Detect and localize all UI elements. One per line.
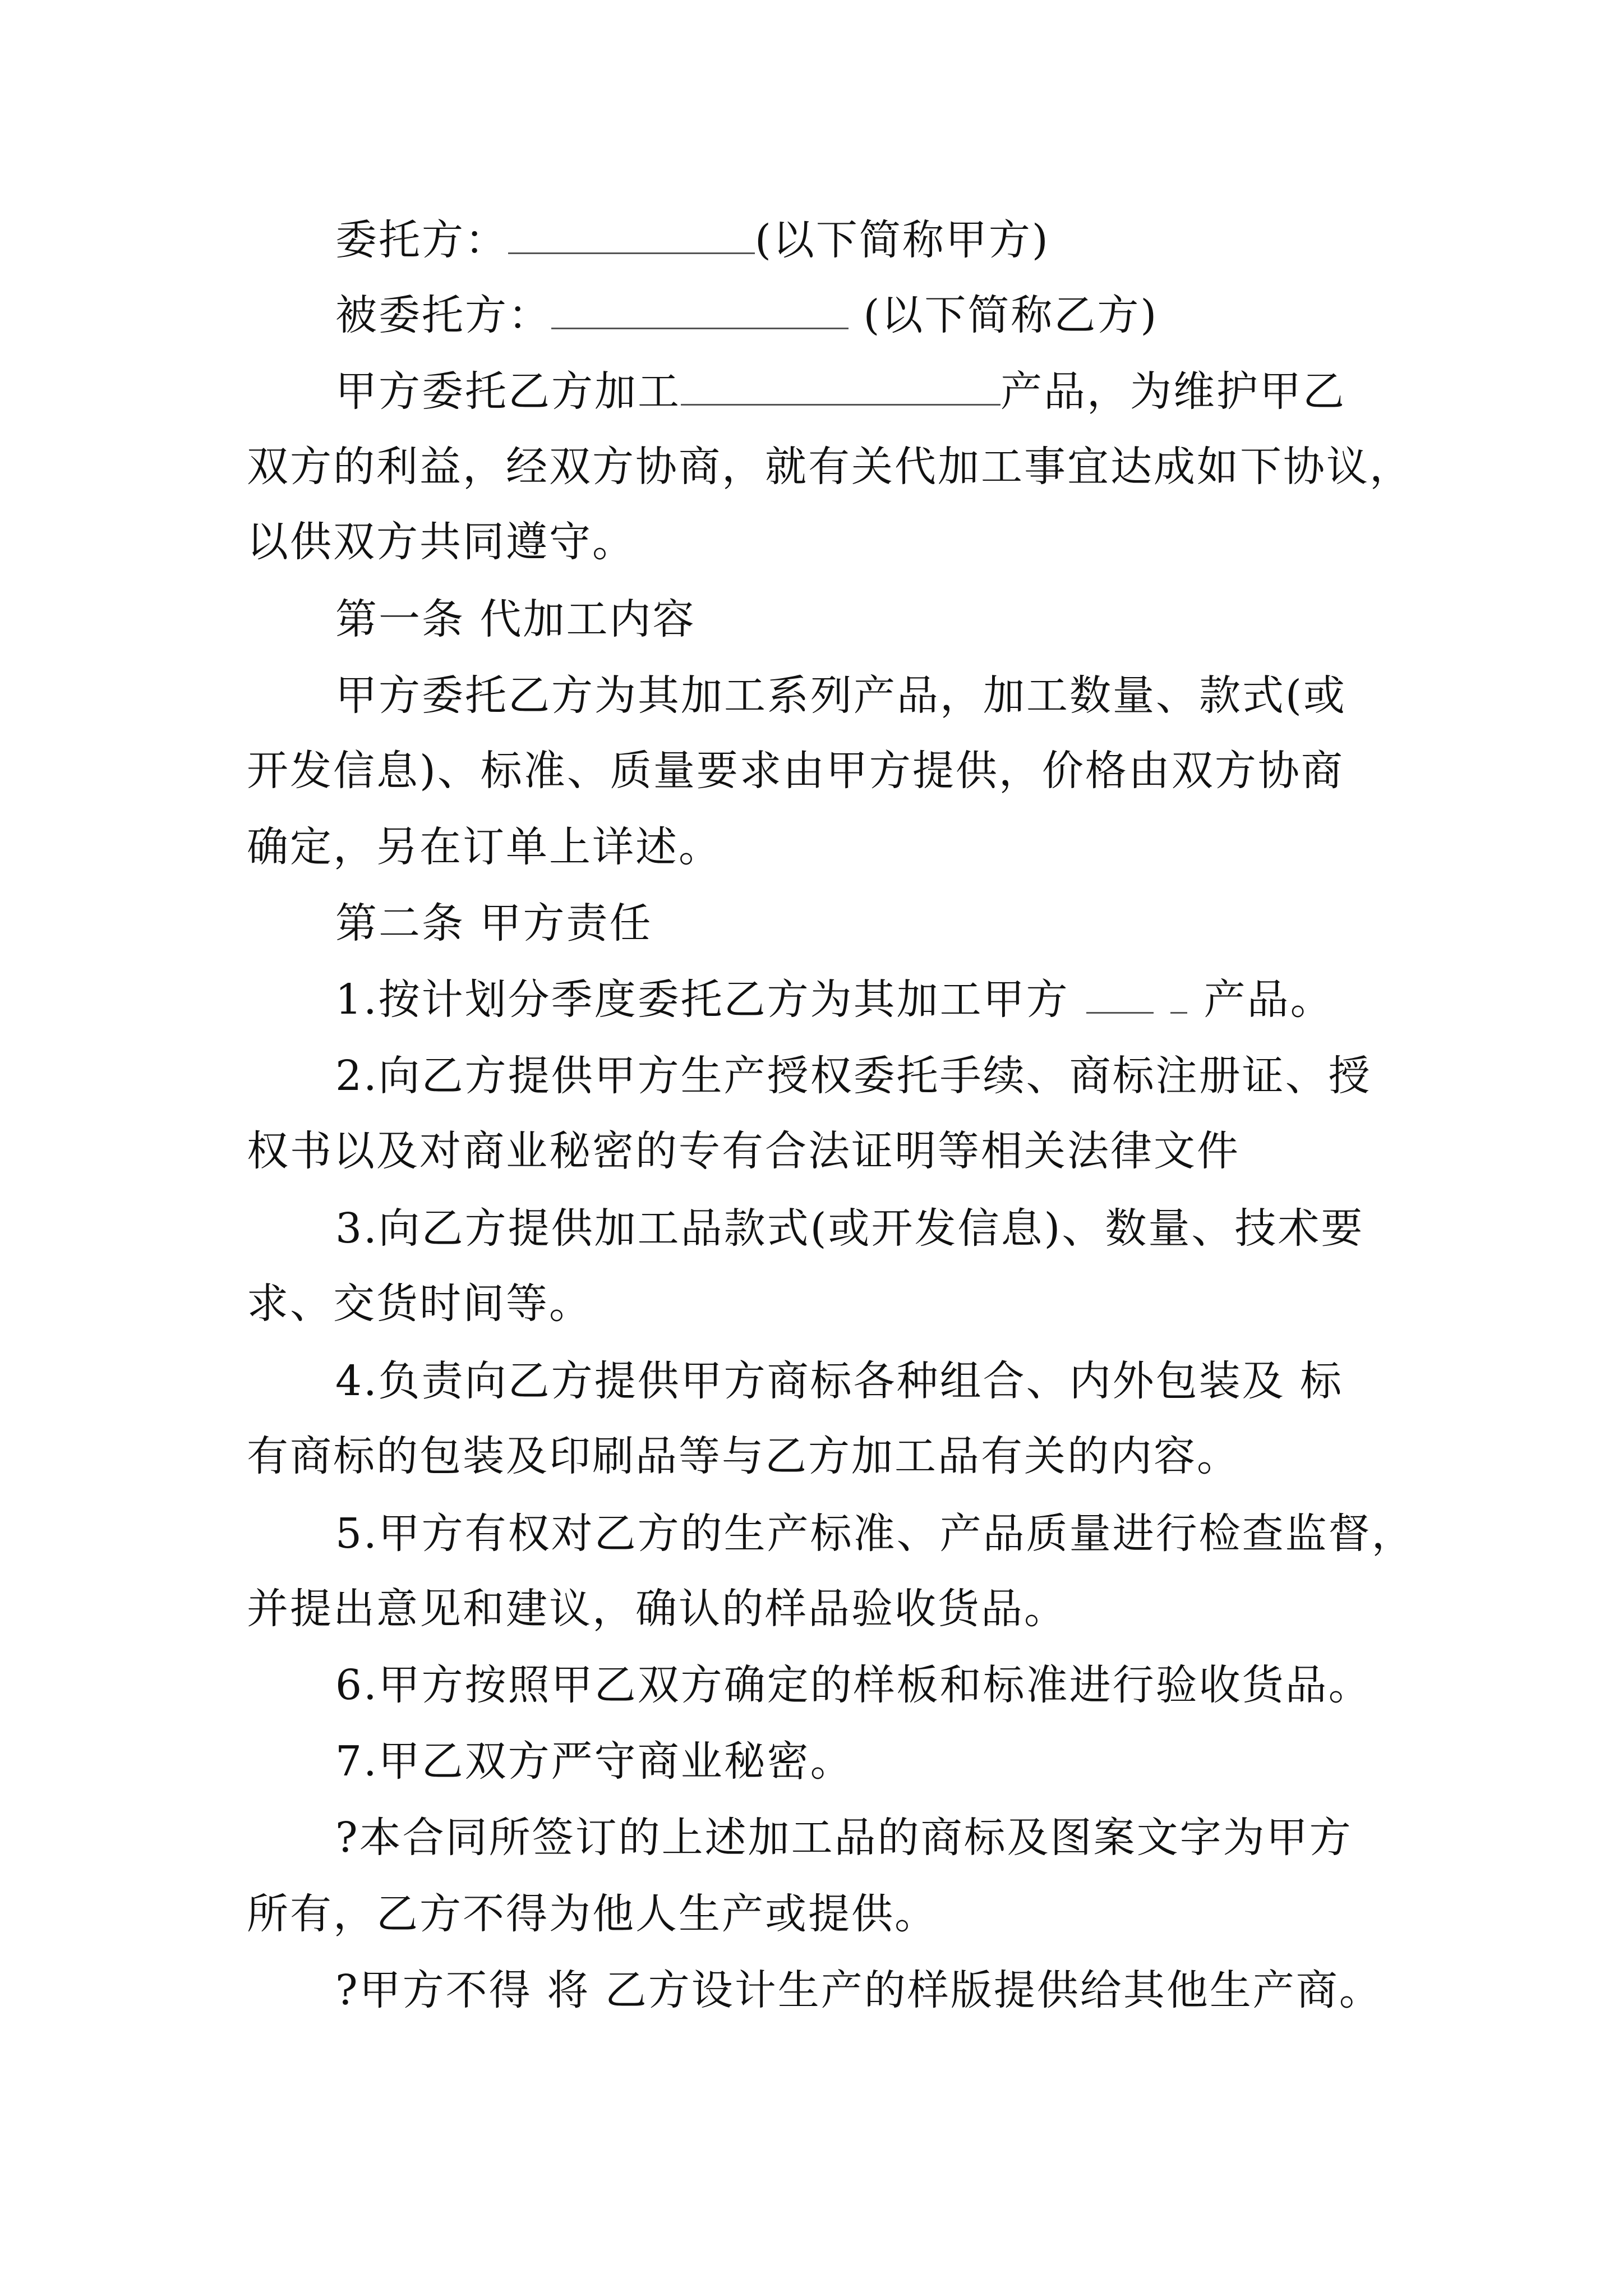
intro-line-3: 以供双方共同遵守。 — [247, 518, 635, 566]
clause-5-line-1: 5.甲方有权对乙方的生产标准、产品质量进行检查监督， — [335, 1510, 1415, 1558]
clause-8-line-1: ?本合同所签订的上述加工品的商标及图案文字为甲方 — [335, 1814, 1353, 1862]
article-1-heading: 第一条 代加工内容 — [335, 595, 696, 643]
clause-3-line-2: 求、交货时间等。 — [247, 1280, 592, 1328]
clause-4-line-2: 有商标的包装及印刷品等与乙方加工品有关的内容。 — [247, 1432, 1240, 1480]
party-b-blank — [551, 294, 849, 329]
clause-1-blank-2 — [1170, 978, 1187, 1014]
clause-1 — [335, 972, 1334, 1028]
product-blank — [681, 370, 1000, 406]
clause-2-line-2: 权书以及对商业秘密的专有合法证明等相关法律文件 — [247, 1127, 1240, 1175]
intro-line-1 — [335, 364, 1346, 420]
article-1-text-2: 开发信息)、标准、质量要求由甲方提供，价格由双方协商 — [247, 747, 1344, 795]
party-a-note: (以下简称甲方) — [755, 216, 1050, 264]
clause-3-line-1: 3.向乙方提供加工品款式(或开发信息)、数量、技术要 — [335, 1204, 1364, 1253]
intro-line-2: 双方的利益，经双方协商，就有关代加工事宜达成如下协议， — [247, 443, 1413, 491]
clause-7: 7.甲乙双方严守商业秘密。 — [335, 1737, 854, 1786]
article-1-text-3: 确定，另在订单上详述。 — [247, 823, 722, 871]
party-b-line — [335, 287, 1158, 343]
article-1-text-1: 甲方委托乙方为其加工系列产品，加工数量、款式(或 — [335, 671, 1347, 720]
clause-6: 6.甲方按照甲乙双方确定的样板和标准进行验收货品。 — [335, 1661, 1372, 1709]
clause-1-blank-1 — [1086, 978, 1154, 1014]
party-a-line — [335, 212, 1050, 268]
clause-2-line-1: 2.向乙方提供甲方生产授权委托手续、商标注册证、授 — [335, 1052, 1372, 1100]
intro-text-a: 甲方委托乙方加工 — [335, 367, 681, 416]
party-a-label: 委托方： — [335, 216, 508, 264]
clause-1-text-a: 1.按计划分季度委托乙方为其加工甲方 — [335, 976, 1069, 1024]
clause-8-line-2: 所有，乙方不得为他人生产或提供。 — [247, 1890, 938, 1938]
clause-9: ?甲方不得 将 乙方设计生产的样版提供给其他生产商。 — [335, 1966, 1382, 2014]
intro-text-b: 产品，为维护甲乙 — [1000, 367, 1346, 416]
party-b-label: 被委托方： — [335, 291, 551, 339]
clause-4-line-1: 4.负责向乙方提供甲方商标各种组合、内外包装及 标 — [335, 1357, 1344, 1405]
clause-1-text-b: 产品。 — [1204, 976, 1334, 1024]
party-a-blank — [508, 219, 755, 254]
party-b-note: (以下简称乙方) — [849, 291, 1159, 339]
clause-5-line-2: 并提出意见和建议，确认的样品验收货品。 — [247, 1585, 1067, 1633]
article-2-heading: 第二条 甲方责任 — [335, 899, 653, 947]
